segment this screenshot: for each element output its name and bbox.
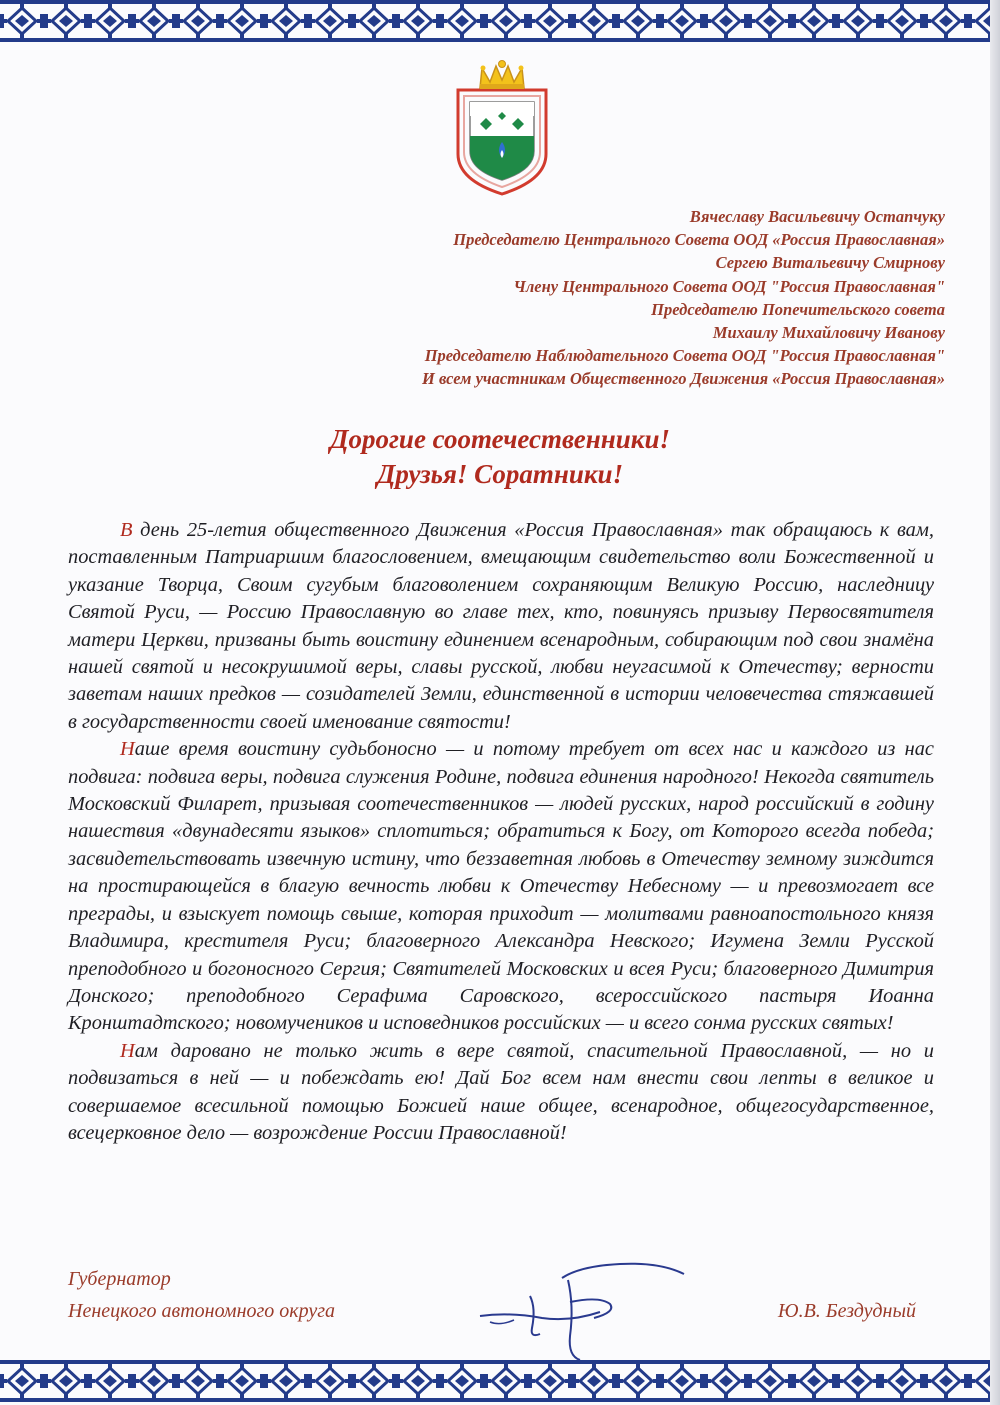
body-paragraph — [68, 736, 934, 1037]
addressee-line: Председателю Попечительского совета — [651, 299, 945, 319]
body-paragraph — [68, 1038, 934, 1148]
paragraph-text: аше время воистину судьбоносно — и потому требует от всех нас и каждого из нас подвига: подвига веры, подвига служения Родине, подвига единения народного! Некогда святитель Московский Филарет, призывая соотечественников — людей русских, народ российский в годину нашествия «двунадесяти языков» сплотиться; обратиться к Богу, от Которого всегда победа; засвидетельствовать извечную истину, что беззаветная любовь в Отечеству земному зиждится на простирающейся в благую вечность любви к Отечеству Небесному — и превозмогает все преграды, и взыскует помощь свыше, которая приходит — молитвами равноапостольного князя Владимира, крестителя Руси; благоверного Александра Невского; Игумена Земли Русской преподобного и богоносного Сергия; Святителей Московских и всея Руси; благоверного Димитрия Донского; преподобного Серафима Саровского, всероссийского пастыря Иоанна Кронштадтского; новомучеников и исповедников российских — и всего сонма русских святых! — [68, 738, 934, 1035]
paragraph-initial: Н — [120, 738, 135, 761]
addressee-line: Председателю Центрального Совета ООД «Россия Православная» — [453, 230, 945, 250]
addressee-line: И всем участникам Общественного Движения «Россия Православная» — [422, 369, 945, 389]
ornament-border-bottom — [0, 1360, 1000, 1402]
addressee-line: Председателю Наблюдательного Совета ООД "Россия Православная" — [424, 346, 945, 366]
greeting-heading — [150, 422, 850, 492]
body-paragraph — [68, 517, 934, 736]
page-edge-shadow — [990, 0, 1000, 1405]
paragraph-text: день 25-летия общественного Движения «Россия Православная» так обращаюсь к вам, поставленным Патриаршим благословением, вмещающим свидетельство воли Божественной и указание Творца, Своим сугубым благоволением сохраняющим Великую Россию, наследницу Святой Руси, — Россию Православную во главе тех, кто, повинуясь призыву Первосвятителя матери Церкви, призваны быть воистину единением всенародным, собирающим под свои знамёна нашей святой и несокрушимой веры, славы русской, любви неугасимой к Отечеству; верности заветам наших предков — созидателей Земли, единственной в истории человечества стяжавшей в государственности своей именование святости! — [68, 519, 934, 733]
addressee-line: Сергею Витальевичу Смирнову — [715, 253, 945, 273]
addressee-line: Члену Центрального Совета ООД "Россия Православная" — [513, 276, 945, 296]
handwritten-signature-icon — [470, 1256, 690, 1366]
letter-body — [68, 517, 934, 1147]
greeting-line-2: Друзья! Соратники! — [376, 459, 624, 489]
addressee-block — [300, 205, 945, 391]
ornament-border-top — [0, 0, 1000, 42]
paragraph-initial: Н — [120, 1039, 135, 1062]
greeting-line-1: Дорогие соотечественники! — [330, 424, 670, 454]
addressee-line: Вячеславу Васильевичу Остапчуку — [689, 207, 945, 226]
nenets-coat-of-arms-icon — [440, 58, 564, 198]
paragraph-initial: В — [120, 519, 133, 541]
signatory-position: Губернатор — [68, 1268, 171, 1290]
signatory-region: Ненецкого автономного округа — [68, 1300, 336, 1322]
signatory-name: Ю.В. Бездудный — [777, 1300, 916, 1322]
paragraph-text: ам даровано не только жить в вере святой, спасительной Православной, — но и подвизаться в ней — и побеждать ею! Дай Бог всем нам внести свои лепты в великое и совершаемое всесильной помощью Божией наше общее, всенародное, общегосударственное, всецерковное дело — возрождение России Православной! — [68, 1039, 934, 1144]
addressee-line: Михаилу Михайловичу Иванову — [712, 323, 945, 343]
